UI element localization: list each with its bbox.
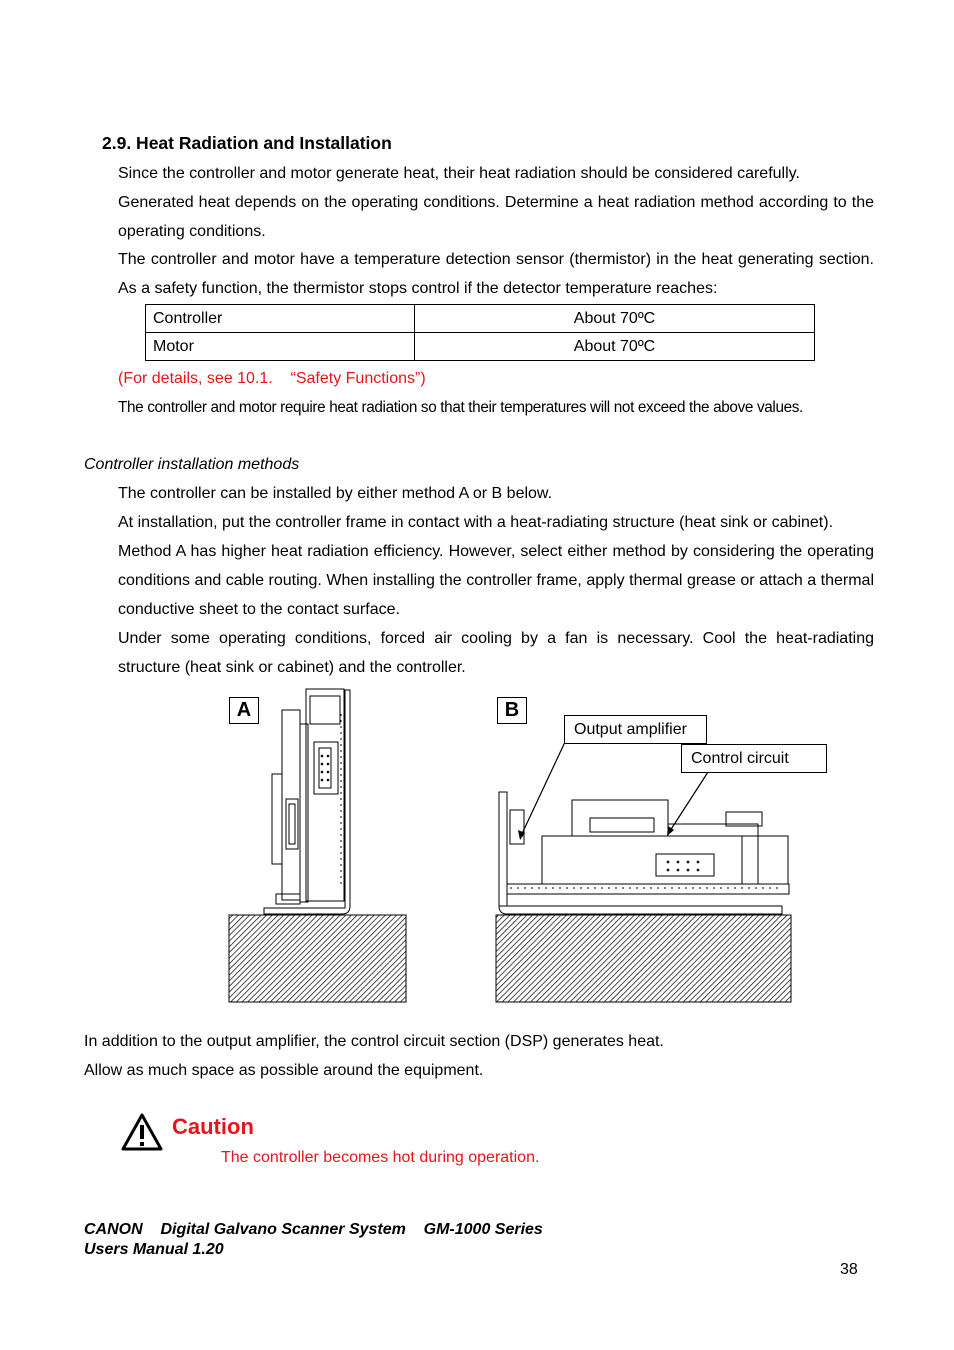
- paragraph: At installation, put the controller frame in contact with a heat-radiating structure (heat sink or cabinet).: [118, 514, 834, 531]
- note-text: The controller and motor require heat radiation so that their temperatures will not exceed the above values.: [118, 399, 803, 416]
- footer-title: CANON Digital Galvano Scanner System GM-1000 Series: [84, 1221, 543, 1238]
- reference-link[interactable]: (For details, see 10.1. “Safety Functions”): [118, 370, 426, 387]
- controller-b: [499, 792, 789, 914]
- heat-sink-a: [229, 915, 406, 1002]
- paragraph: The controller and motor have a temperature detection sensor (thermistor) in the heat generating section. As a safety function, the thermistor stops control if the detector temperature reaches:: [118, 251, 874, 297]
- temperature-table: [145, 304, 815, 361]
- table-cell-value: About 70ºC: [415, 305, 815, 333]
- footer-version: Users Manual 1.20: [84, 1241, 224, 1258]
- arrow-output: [520, 742, 565, 838]
- subheading: Controller installation methods: [84, 456, 300, 473]
- table-row: [146, 333, 815, 361]
- method-b-label: B: [497, 697, 527, 724]
- paragraph: Under some operating conditions, forced air cooling by a fan is necessary. Cool the heat-radiating structure (heat sink or cabinet) and the controller.: [118, 630, 874, 676]
- table-cell-item: Controller: [146, 305, 415, 333]
- paragraph: Since the controller and motor generate heat, their heat radiation should be considered carefully.: [118, 165, 800, 182]
- table-cell-item: Motor: [146, 333, 415, 361]
- heat-sink-b: [496, 915, 791, 1002]
- caution-text: The controller becomes hot during operation.: [221, 1149, 540, 1166]
- controller-a: [264, 689, 350, 914]
- output-amplifier-callout: Output amplifier: [564, 715, 707, 744]
- paragraph: Method A has higher heat radiation efficiency. However, select either method by considering the operating conditions and cable routing. When installing the controller frame, apply thermal grease or attach a thermal conductive sheet to the contact surface.: [118, 543, 874, 618]
- paragraph: Generated heat depends on the operating conditions. Determine a heat radiation method according to the operating conditions.: [118, 194, 874, 240]
- arrow-control: [668, 772, 708, 834]
- table-cell-value: About 70ºC: [415, 333, 815, 361]
- paragraph: Allow as much space as possible around the equipment.: [84, 1062, 484, 1079]
- control-circuit-callout: Control circuit: [681, 744, 827, 773]
- installation-figure: [220, 684, 840, 1004]
- paragraph: In addition to the output amplifier, the control circuit section (DSP) generates heat.: [84, 1033, 664, 1050]
- paragraph: The controller can be installed by either method A or B below.: [118, 485, 553, 502]
- warning-icon: [121, 1113, 163, 1151]
- page-number: 38: [840, 1261, 858, 1278]
- table-row: [146, 305, 815, 333]
- section-heading: 2.9. Heat Radiation and Installation: [102, 133, 392, 153]
- method-a-label: A: [229, 697, 259, 724]
- caution-title: Caution: [172, 1114, 254, 1139]
- installation-diagram: [220, 684, 840, 1004]
